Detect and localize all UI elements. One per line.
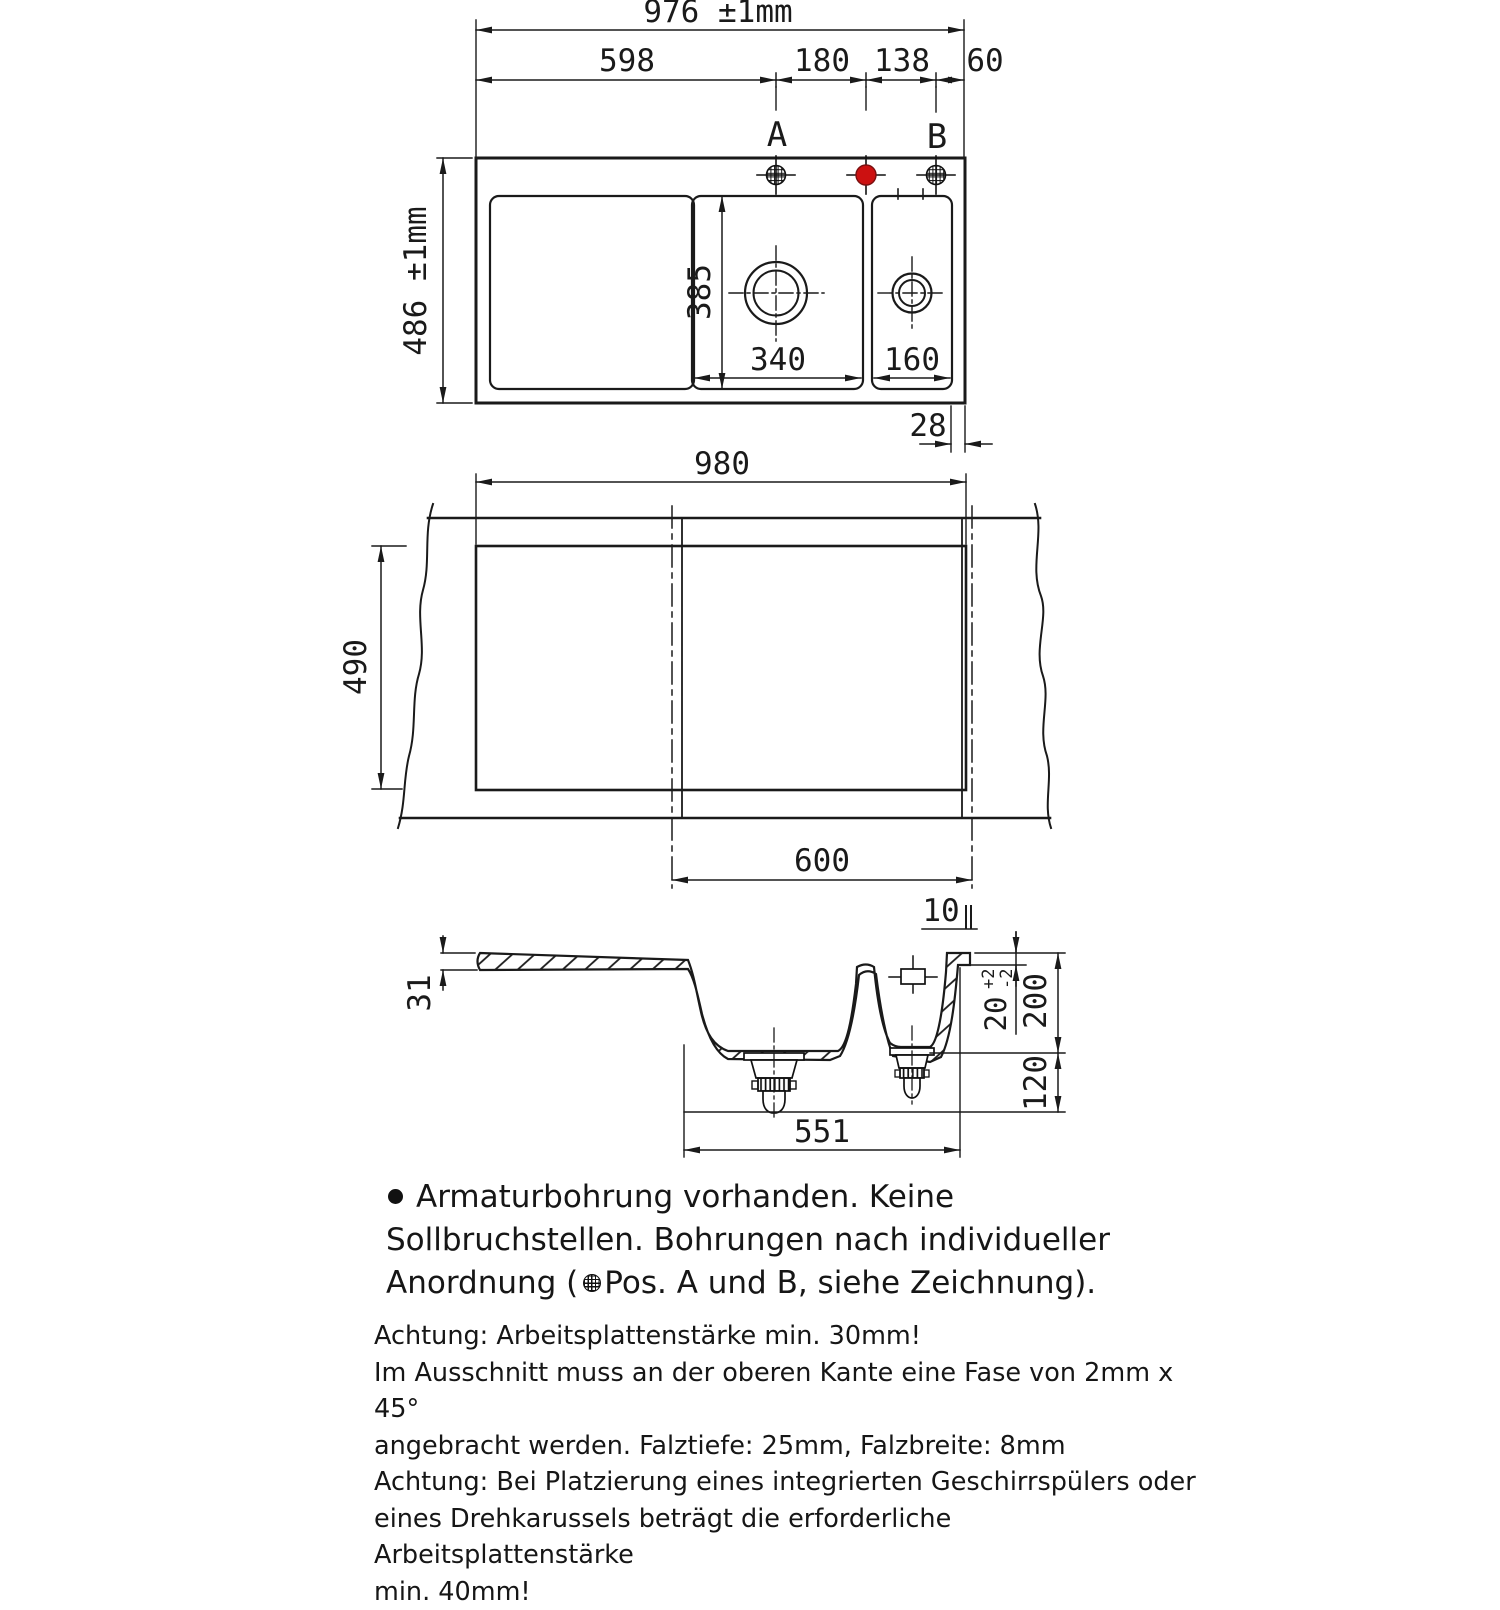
bullet-note	[386, 1176, 1146, 1305]
dim-490-label: 490	[338, 639, 374, 695]
dim-board-thickness	[402, 936, 477, 1012]
cutout-view	[338, 446, 1051, 888]
warn-line: Achtung: Bei Platzierung eines integrierten Geschirrspülers oder	[374, 1464, 1214, 1501]
note-text: Pos. A und B, siehe Zeichnung).	[604, 1265, 1096, 1301]
dim-200-label: 200	[1018, 973, 1054, 1029]
sink-section-profile	[478, 953, 971, 1062]
dim-976-label: 976 ±1mm	[643, 0, 792, 30]
dim-980-label: 980	[694, 446, 750, 482]
overflow-rect	[901, 969, 925, 984]
tol-minus-label: -2	[997, 969, 1017, 989]
dim-60-label: 60	[966, 43, 1003, 79]
dim-486-label: 486 ±1mm	[398, 206, 434, 355]
main-drain-assembly	[744, 1028, 804, 1121]
hole-b-label: B	[927, 117, 947, 157]
break-line-left	[398, 504, 433, 828]
dim-segments	[476, 43, 1004, 112]
dim-10-label: 10	[922, 893, 959, 929]
warn-line: angebracht werden. Falztiefe: 25mm, Falzbreite: 8mm	[374, 1428, 1214, 1465]
dim-598-label: 598	[599, 43, 655, 79]
dim-bowl-length	[682, 196, 722, 389]
warn-line: min. 40mm!	[374, 1574, 1214, 1610]
tol-plus-label: +2	[979, 969, 999, 989]
dim-600-label: 600	[794, 843, 850, 879]
section-view	[402, 893, 1065, 1157]
dim-120-label: 120	[1018, 1055, 1054, 1111]
main-drain	[729, 246, 824, 341]
dim-385-label: 385	[682, 264, 718, 320]
top-view	[398, 0, 1004, 452]
cutout-outline	[476, 546, 966, 790]
dim-cabinet-width	[672, 843, 972, 880]
dim-small-bowl-width	[874, 342, 950, 378]
drain-tab	[752, 1081, 758, 1089]
overflow-symbol	[889, 956, 937, 993]
dim-edge-offset	[909, 406, 992, 452]
note-text: Sollbruchstellen. Bohrungen nach individueller	[386, 1222, 1110, 1258]
note-line	[386, 1262, 1146, 1305]
note-line	[388, 1176, 1146, 1219]
small-drain-assembly	[890, 1026, 934, 1104]
dim-160-label: 160	[884, 342, 940, 378]
dim-28-label: 28	[909, 408, 946, 444]
hole-b-icon	[927, 166, 946, 185]
drain-tab	[790, 1081, 796, 1089]
warn-line: Im Ausschnitt muss an der oberen Kante eine Fase von 2mm x 45°	[374, 1355, 1214, 1428]
dim-20-label-group	[979, 969, 1017, 1032]
dim-cutout-depth	[338, 546, 406, 789]
warning-note	[374, 1318, 1214, 1610]
hatched-hole-icon	[583, 1274, 601, 1292]
dim-138-label: 138	[874, 43, 930, 79]
dim-cutout-width	[476, 446, 966, 544]
drainboard-outline	[490, 196, 694, 389]
dim-main-bowl-width	[694, 342, 861, 378]
dim-340-label: 340	[750, 342, 806, 378]
dim-drain-drop	[684, 1053, 1065, 1112]
dim-rim-overhang	[922, 893, 977, 929]
dim-overall-width	[476, 0, 964, 158]
faucet-hole-a	[757, 156, 795, 194]
note-line	[386, 1219, 1146, 1262]
note-text: Armaturbohrung vorhanden. Keine	[416, 1179, 954, 1215]
dim-20-label: 20	[979, 997, 1013, 1032]
bullet-icon	[388, 1189, 403, 1204]
dim-551-label: 551	[794, 1114, 850, 1150]
faucet-hole-red	[847, 156, 885, 194]
hole-red-icon	[856, 165, 876, 185]
dim-180-label: 180	[794, 43, 850, 79]
dim-height	[398, 158, 472, 403]
break-line-right	[1035, 504, 1051, 828]
warn-line: eines Drehkarussels beträgt die erforderliche Arbeitsplattenstärke	[374, 1501, 1214, 1574]
small-drain	[878, 257, 946, 330]
hole-a-icon	[767, 166, 786, 185]
note-text: Anordnung (	[386, 1265, 578, 1301]
dim-31-label: 31	[402, 974, 438, 1011]
warn-line: Achtung: Arbeitsplattenstärke min. 30mm!	[374, 1318, 1214, 1355]
hole-a-label: A	[767, 115, 787, 155]
